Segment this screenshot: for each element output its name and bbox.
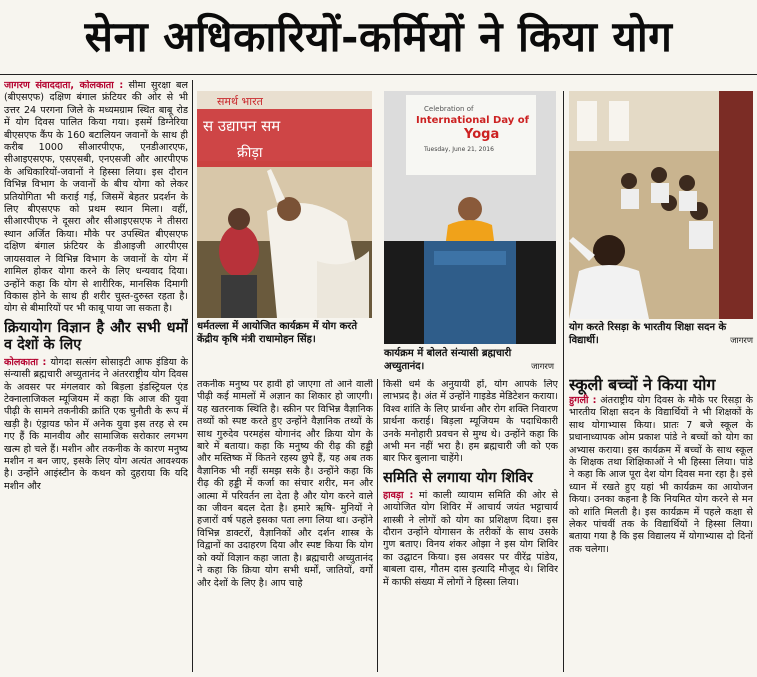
article-paragraph: हुगली : अंतराष्ट्रीय योग दिवस के मौके पर रिसड़ा के भारतीय शिक्षा सदन के विद्यार्थियों ने भी शिक्षकों के साथ योगाभ्यास किया। प्रातः 7 बजे स्कूल के प्रधानाध्यापक ओम प्रकाश पांडे ने बच्चों को योग का अभ्यास कराया। इस कार्यक्रम में बच्चों के साथ स्कूल के शिक्षक तथा शिक्षिकाओं ने भी हिस्सा लिया। पांडे ने कहा कि आज पूरा देश योग दिवस मना रहा है। इसे ध्यान में रखते हुए यहां भी कार्यक्रम का आयोजन किया। उनका कहना है कि नियमित योग करने से मन को शांति मिलती है। इस कार्यक्रम में पहले कक्षा से लेकर पांचवीं तक के विद्यार्थियों ने हिस्सा लिया। बताया गया है कि इस विद्यालय में योगाभ्यास दो दिनों तक चलेगा।: [569, 395, 753, 555]
story-heading: स्कूली बच्चों ने किया योग: [569, 375, 716, 394]
dateline: कोलकाता :: [4, 356, 47, 368]
banner-text: स उद्यापन सम: [203, 117, 281, 135]
headline: सेना अधिकारियों-कर्मियों ने किया योग: [84, 12, 673, 61]
banner-text: International Day of: [416, 115, 530, 126]
photo-caption: धर्मतल्ला में आयोजित कार्यक्रम में योग करते केंद्रीय कृषि मंत्री राधामोहन सिंह।: [197, 321, 358, 345]
headline-rule: [0, 74, 757, 75]
banner-text: क्रीड़ा: [237, 145, 263, 161]
photo-minister-yoga: [197, 91, 372, 318]
article-paragraph: हावड़ा : मां काली व्यायाम समिति की ओर से आयोजित योग शिविर में आचार्य जयंत भट्टाचार्य शास्त्री ने लोगों को योग का प्रशिक्षण दिया। इस दौरान उन्होंने योगासन के तरीकों के साथ उसके गुण बताए। विनय शंकर ओझा ने इस योग शिविर का उद्घाटन किया। इस अवसर पर वीरेंद्र पांडेय, बाबला दास, गौतम दास इत्यादि मौजूद थे। शिविर में काफी संख्या में लोगों ने हिस्सा लिया।: [383, 489, 558, 588]
photo-caption: कार्यक्रम में बोलते संन्यासी ब्रह्मचारी अच्युतानंद। जागरण: [384, 348, 554, 372]
article-paragraph: किसी धर्म के अनुयायी हों, योग आपके लिए लाभप्रद है। अंत में उन्होंने गाइडेड मेडिटेशन कराया। विश्व शांति के लिए प्रार्थना और रोग शक्ति निवारण प्रार्थना कराई। बिड़ला म्यूजियम के पदाधिकारी उनके मनोहारी प्रवचन से मुग्ध थे। उन्होंने कहा कि अभी मन नहीं भरा है। हम ब्रह्मचारी जी को एक बार फिर बुलाना चाहेंगे।: [383, 379, 558, 465]
article-paragraph: कोलकाता : योगदा सत्संग सोसाइटी आफ इंडिया के संन्यासी ब्रह्मचारी अच्युतानंद ने अंतरराष्ट्रीय योग दिवस के अवसर पर मंगलवार को बिड़ला इंडस्ट्रियल एंड टेक्नालाजिकल म्यूजियम में कहा कि आज की युवा पीढ़ी के सामने तकनीकी क्रांति एक चुनौती के रूप में खड़ी है। एंड्रायड फोन में अनेक युवा इस तरह से रम गए हैं कि मानवीय और सामाजिक सरोकार लगभग खत्म हो चले हैं। मशीन और तकनीक के कारण मनुष्य मशीन न बन जाए, इसके लिए योग अत्यंत आवश्यक है। उन्होंने आइंस्टीन के कथन को दुहराया कि यदि मशीन और: [4, 356, 188, 492]
dateline: जागरण संवाददाता, कोलकाता :: [4, 80, 124, 91]
article-column-2: [197, 379, 373, 675]
article-paragraph: जागरण संवाददाता, कोलकाता : सीमा सुरक्षा बल (बीएसएफ) दक्षिण बंगाल फ्रंटियर की ओर से भी उत्तर 24 परगना जिले के मध्यमग्राम स्थित बाबू रोड में योग दिवस पालित किया गया। इसमें डिग्नेरिया बीएसएफ कैंप के 160 बटालियन जवानों के साथ ही करीब 1000 सीआरपीएफ, एनडीआरएफ, सीआइएसएफ, एसएसबी, एनएसजी और आरपीएफ के अधिकारियों-जवानों ने हिस्सा लिया। इस दौरान विभिन्न विभाग के जवानों के बीच योगा को लेकर प्रतियोगिता भी कराई गई, जिसमें बेहतर प्रदर्शन के लिए बीएसएफ को प्रथम स्थान मिला। वहीं, सीआरपीएफ ने दूसरा और सीआइएसएफ ने तीसरा स्थान अर्जित किया। मौके पर उपस्थित बीएसएफ दक्षिण बंगाल फ्रंटियर के डीआइजी आरपीएस जायसवाल ने विभिन्न विभाग के जवानों के योग में शामिल होकर योगा करने के लिए धन्यवाद दिया। उन्होंने कहा कि योग से शारीरिक, मानसिक दिमागी विकास होने के साथ ही शरीर चुस्त-दुरुस्त रहता है। योग से बीमारियों पर भी काबू पाया जा सकता है।: [4, 80, 188, 315]
dateline: हावड़ा :: [383, 489, 414, 501]
photo-credit: जागरण: [531, 361, 554, 372]
photo-credit: जागरण: [730, 335, 753, 346]
photo-students-yoga: [569, 91, 753, 319]
photo-caption: योग करते रिसड़ा के भारतीय शिक्षा सदन के विद्यार्थी। जागरण: [569, 322, 753, 346]
banner-text: Celebration of: [424, 105, 474, 113]
photo-students-yoga-image: [569, 91, 753, 319]
banner-text: समर्थ भारत: [217, 95, 263, 108]
photo-speaker: [384, 91, 556, 344]
photo-minister-yoga-image: [197, 91, 372, 318]
dateline: हुगली :: [569, 395, 597, 406]
subheading: समिति से लगाया योग शिविर: [383, 469, 533, 486]
banner-text: Yoga: [464, 127, 500, 142]
article-column-1: [4, 80, 188, 675]
column-divider: [563, 91, 564, 672]
column-divider: [377, 379, 378, 672]
banner-text: Tuesday, June 21, 2016: [424, 146, 494, 153]
article-paragraph: तकनीक मनुष्य पर हावी हो जाएगा तो आने वाली पीढ़ी कई मामलों में अज्ञान का शिकार हो जाएगी। यह खतरनाक स्थिति है। स्क्रीन पर विभिन्न वैज्ञानिक तथ्यों को स्पष्ट करते हुए उन्होंने वैज्ञानिक तथ्यों के साथ गुरुदेव परमहंस योगानंद और क्रिया योग के बारे में बताया। कहा कि मनुष्य की रीढ़ की हड्डी और मस्तिष्क में कितने रहस्य छुपे हैं, यह अब तक वैज्ञानिक भी नहीं समझ सके है। उन्होंने कहा कि रीढ़ की हड्डी में कर्जा का संचार शरीर, मन और आत्मा में परिवर्तन ला देता है और योग करने वाले का जीवन बदल देता है। हमारे ऋषि- मुनियों ने हजारों वर्ष पहले इसका पता लगा लिया था। उन्होंने विभिन्न डाक्टरों, वैज्ञानिकों और दर्शन शास्त्र के विद्वानों का उदाहरण दिया और स्पष्ट किया कि योग को क्यों विज्ञान कहा जाता है। ब्रह्मचारी अच्युतानंद ने कहा कि क्रिया योग सभी धर्मों, जातियों, वर्गों और देशों के लिए है। आप चाहे: [197, 379, 373, 589]
subheading: क्रियायोग विज्ञान है और सभी धर्मों व देशों के लिए: [4, 319, 188, 353]
article-column-3: [383, 379, 558, 675]
article-column-4: [569, 375, 753, 675]
column-divider: [192, 80, 193, 672]
photo-speaker-image: [384, 91, 556, 344]
